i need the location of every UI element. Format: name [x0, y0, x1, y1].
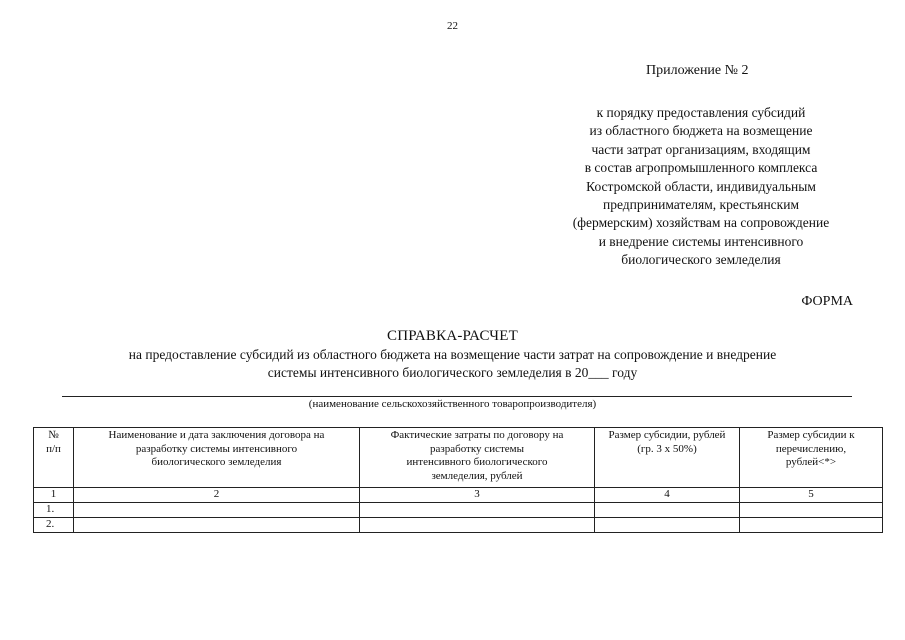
appendix-line: и внедрение системы интенсивного	[598, 233, 804, 249]
appendix-line: биологического земледелия	[621, 252, 781, 268]
appendix-line: к порядку предоставления субсидий	[596, 105, 806, 120]
table-cell	[360, 518, 595, 533]
table-row	[34, 503, 883, 518]
appendix-line: из областного бюджета на возмещение	[589, 123, 813, 139]
header-text: (гр. 3 x 50%)	[637, 442, 697, 455]
calculation-table	[33, 427, 883, 533]
subtitle-line: системы интенсивного биологического земледелия в 20___ году	[267, 364, 638, 380]
header-text: Наименование и дата заключения договора на	[108, 429, 325, 441]
header-text: земледелия, рублей	[431, 469, 523, 482]
header-cell-actual-costs	[360, 428, 595, 488]
organization-caption: (наименование сельскохозяйственного товаропроизводителя)	[308, 398, 597, 410]
header-cell-subsidy-size	[595, 428, 740, 488]
header-cell-contract	[74, 428, 360, 488]
form-label: ФОРМА	[801, 294, 853, 309]
subtitle-line: на предоставление субсидий из областного бюджета на возмещение части затрат на сопровождение и внедрение	[128, 347, 777, 362]
table-row	[34, 518, 883, 533]
header-text: рублей<*>	[785, 456, 837, 468]
column-number-cell: 3	[360, 488, 595, 503]
header-text: №	[48, 429, 59, 441]
document-subtitle	[0, 346, 905, 381]
appendix-line: в состав агропромышленного комплекса	[584, 160, 818, 176]
appendix-title: Приложение № 2	[646, 63, 749, 78]
table-cell	[74, 503, 360, 518]
header-text: Размер субсидии, рублей	[608, 429, 726, 441]
header-text: п/п	[46, 442, 61, 455]
header-text: перечислению,	[775, 442, 847, 455]
column-number-cell: 1	[34, 488, 74, 503]
header-text: Фактические затраты по договору на	[390, 429, 564, 441]
table-cell	[595, 503, 740, 518]
column-number-cell: 4	[595, 488, 740, 503]
column-number-row	[34, 488, 883, 503]
page-number: 22	[447, 20, 458, 32]
header-text: разработку системы	[430, 442, 524, 455]
table-cell	[740, 503, 883, 518]
organization-name-line	[62, 396, 852, 397]
table-header-row	[34, 428, 883, 488]
header-text: разработку системы интенсивного	[135, 442, 298, 455]
document-title: СПРАВКА-РАСЧЕТ	[387, 328, 518, 344]
row-number-cell: 1.	[34, 503, 74, 518]
header-text: Размер субсидии к	[767, 429, 855, 441]
appendix-line: предпринимателям, крестьянским	[603, 197, 799, 213]
table-cell	[74, 518, 360, 533]
header-cell-subsidy-transfer	[740, 428, 883, 488]
row-number-cell: 2.	[34, 518, 74, 533]
header-cell-number	[34, 428, 74, 488]
appendix-line: Костромской области, индивидуальным	[586, 178, 816, 194]
appendix-line: (фермерским) хозяйствам на сопровождение	[572, 215, 830, 231]
column-number-cell: 5	[740, 488, 883, 503]
header-text: биологического земледелия	[151, 456, 282, 468]
table-cell	[360, 503, 595, 518]
column-number-cell: 2	[74, 488, 360, 503]
table-cell	[740, 518, 883, 533]
header-text: интенсивного биологического	[406, 456, 548, 468]
table-cell	[595, 518, 740, 533]
appendix-description	[540, 104, 862, 270]
appendix-line: части затрат организациям, входящим	[591, 141, 811, 157]
